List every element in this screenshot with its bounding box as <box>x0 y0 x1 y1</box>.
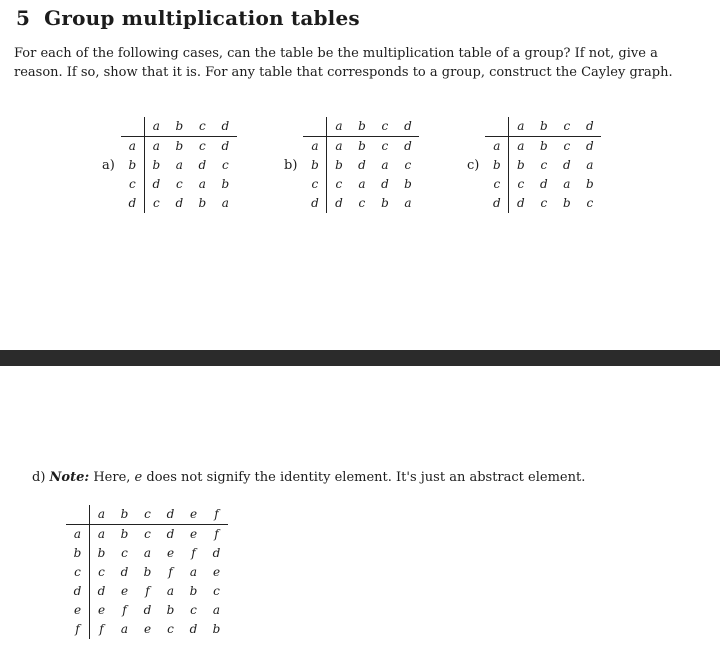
row-header: b <box>303 156 327 175</box>
table-cell: b <box>404 177 412 191</box>
table-cell: b <box>563 196 571 210</box>
table-row <box>66 544 228 563</box>
row-header: c <box>485 175 509 194</box>
col-header: b <box>113 505 136 525</box>
table-cell: f <box>191 546 196 560</box>
table-cell: c <box>190 603 197 617</box>
col-header: a <box>327 117 351 137</box>
table-corner <box>485 117 509 137</box>
table-cell: f <box>168 565 173 579</box>
note-text-after: does not signify the identity element. It's just an abstract element. <box>146 470 586 485</box>
table-cell: c <box>98 565 105 579</box>
row-header: d <box>66 582 90 601</box>
intro-paragraph: For each of the following cases, can the table be the multiplication table of a group? If not, give a reason. If so, show that it is. For any table that corresponds to a group, construct the Cayley graph. <box>14 46 673 80</box>
row-header: a <box>485 137 509 157</box>
row-header: b <box>66 544 90 563</box>
table-c-label: c) <box>467 157 480 173</box>
table-cell: f <box>214 527 219 541</box>
col-header: b <box>168 117 191 137</box>
note-label: Note: <box>49 470 90 485</box>
table-cell: b <box>586 177 594 191</box>
table-cell: f <box>145 584 150 598</box>
table-cell: b <box>120 527 129 541</box>
table-cell: c <box>144 527 151 541</box>
table-cell: a <box>586 158 594 172</box>
table-cell: a <box>189 565 198 579</box>
table-cell: b <box>189 584 198 598</box>
table-d <box>66 505 228 639</box>
table-cell: a <box>381 158 389 172</box>
table-cell: b <box>358 139 366 153</box>
note-line <box>32 470 585 485</box>
table-cell: e <box>212 565 221 579</box>
table-cell: a <box>358 177 366 191</box>
table-row <box>66 620 228 639</box>
col-header: d <box>214 117 237 137</box>
table-cell: a <box>404 196 412 210</box>
table-c-block <box>467 117 601 213</box>
table-row <box>66 525 228 545</box>
row-header: c <box>121 175 145 194</box>
table-cell: d <box>198 158 207 172</box>
table-cell: d <box>120 565 129 579</box>
table-cell: d <box>143 603 152 617</box>
col-header: c <box>191 117 214 137</box>
row-header: d <box>121 194 145 213</box>
table-cell: d <box>540 177 548 191</box>
table-cell: c <box>381 139 389 153</box>
table-row <box>485 137 601 157</box>
table-b-label: b) <box>284 157 298 173</box>
note-prefix: d) <box>32 470 46 485</box>
col-header: d <box>159 505 182 525</box>
table-cell: c <box>517 177 525 191</box>
col-header: a <box>144 117 168 137</box>
table-c <box>485 117 601 213</box>
table-cell: a <box>563 177 571 191</box>
table-row <box>121 194 237 213</box>
table-row <box>303 137 419 157</box>
table-cell: c <box>358 196 366 210</box>
table-cell: b <box>152 158 161 172</box>
table-cell: a <box>97 527 106 541</box>
row-header: d <box>485 194 509 213</box>
col-header: c <box>373 117 396 137</box>
table-cell: d <box>586 139 594 153</box>
table-cell: c <box>175 177 183 191</box>
row-header: a <box>303 137 327 157</box>
table-cell: d <box>335 196 343 210</box>
table-row <box>121 156 237 175</box>
table-cell: a <box>198 177 206 191</box>
table-row <box>485 156 601 175</box>
page-divider <box>0 350 720 366</box>
col-header: f <box>205 505 228 525</box>
table-row <box>303 156 419 175</box>
table-cell: c <box>213 584 220 598</box>
table-cell: b <box>381 196 389 210</box>
table-cell: c <box>540 158 548 172</box>
table-header-row <box>303 117 419 137</box>
table-cell: b <box>540 139 548 153</box>
table-cell: f <box>122 603 127 617</box>
col-header: c <box>136 505 159 525</box>
table-row <box>121 175 237 194</box>
table-cell: e <box>166 546 175 560</box>
table-cell: a <box>212 603 221 617</box>
col-header: d <box>578 117 601 137</box>
table-a-label: a) <box>102 157 115 173</box>
table-cell: c <box>221 158 229 172</box>
table-row <box>303 194 419 213</box>
note-text-before: Here, <box>93 470 131 485</box>
col-header: a <box>509 117 533 137</box>
table-cell: d <box>212 546 221 560</box>
table-cell: a <box>221 196 229 210</box>
table-corner <box>121 117 145 137</box>
table-cell: e <box>143 622 152 636</box>
table-cell: f <box>99 622 104 636</box>
table-cell: e <box>120 584 129 598</box>
table-cell: d <box>152 177 161 191</box>
section-number: 5 <box>16 6 31 30</box>
table-cell: b <box>212 622 221 636</box>
table-cell: d <box>175 196 184 210</box>
col-header: b <box>532 117 555 137</box>
table-cell: d <box>563 158 571 172</box>
row-header: e <box>66 601 90 620</box>
table-cell: a <box>175 158 183 172</box>
table-corner <box>303 117 327 137</box>
table-a-block <box>102 117 237 213</box>
table-cell: a <box>120 622 129 636</box>
table-b-block <box>284 117 419 213</box>
table-row <box>303 175 419 194</box>
table-cell: a <box>335 139 343 153</box>
row-header: b <box>485 156 509 175</box>
table-b <box>303 117 419 213</box>
row-header: d <box>303 194 327 213</box>
table-cell: a <box>517 139 525 153</box>
table-cell: c <box>586 196 594 210</box>
col-header: d <box>396 117 419 137</box>
table-header-row <box>485 117 601 137</box>
table-cell: c <box>335 177 343 191</box>
table-cell: d <box>97 584 106 598</box>
table-cell: c <box>198 139 206 153</box>
table-cell: b <box>143 565 152 579</box>
row-header: f <box>66 620 90 639</box>
table-cell: a <box>152 139 160 153</box>
table-cell: d <box>517 196 525 210</box>
note-variable: e <box>134 470 143 485</box>
table-cell: c <box>167 622 174 636</box>
table-cell: b <box>166 603 175 617</box>
section-title <box>16 6 360 30</box>
table-cell: b <box>175 139 184 153</box>
col-header: b <box>350 117 373 137</box>
table-a <box>121 117 237 213</box>
row-header: a <box>121 137 145 157</box>
table-cell: d <box>381 177 389 191</box>
row-header: b <box>121 156 145 175</box>
col-header: c <box>555 117 578 137</box>
table-cell: b <box>221 177 230 191</box>
table-cell: d <box>166 527 175 541</box>
section-title-text: Group multiplication tables <box>44 6 360 30</box>
col-header: a <box>90 505 114 525</box>
table-cell: c <box>121 546 128 560</box>
table-cell: e <box>97 603 106 617</box>
table-cell: c <box>563 139 571 153</box>
row-header: c <box>303 175 327 194</box>
table-corner <box>66 505 90 525</box>
row-header: a <box>66 525 90 545</box>
table-cell: c <box>152 196 160 210</box>
table-row <box>66 582 228 601</box>
table-cell: d <box>358 158 366 172</box>
table-cell: b <box>335 158 343 172</box>
table-cell: b <box>198 196 207 210</box>
col-header: e <box>182 505 205 525</box>
table-row <box>121 137 237 157</box>
table-row <box>66 601 228 620</box>
table-cell: a <box>166 584 175 598</box>
table-header-row <box>121 117 237 137</box>
table-cell: c <box>540 196 548 210</box>
table-cell: a <box>143 546 152 560</box>
table-cell: d <box>221 139 230 153</box>
table-d-block <box>66 505 228 639</box>
table-cell: d <box>404 139 412 153</box>
table-row <box>66 563 228 582</box>
table-cell: b <box>517 158 525 172</box>
table-row <box>485 194 601 213</box>
table-cell: b <box>97 546 106 560</box>
row-header: c <box>66 563 90 582</box>
table-header-row <box>66 505 228 525</box>
table-row <box>485 175 601 194</box>
table-cell: e <box>189 527 198 541</box>
table-cell: d <box>189 622 198 636</box>
table-cell: c <box>404 158 412 172</box>
